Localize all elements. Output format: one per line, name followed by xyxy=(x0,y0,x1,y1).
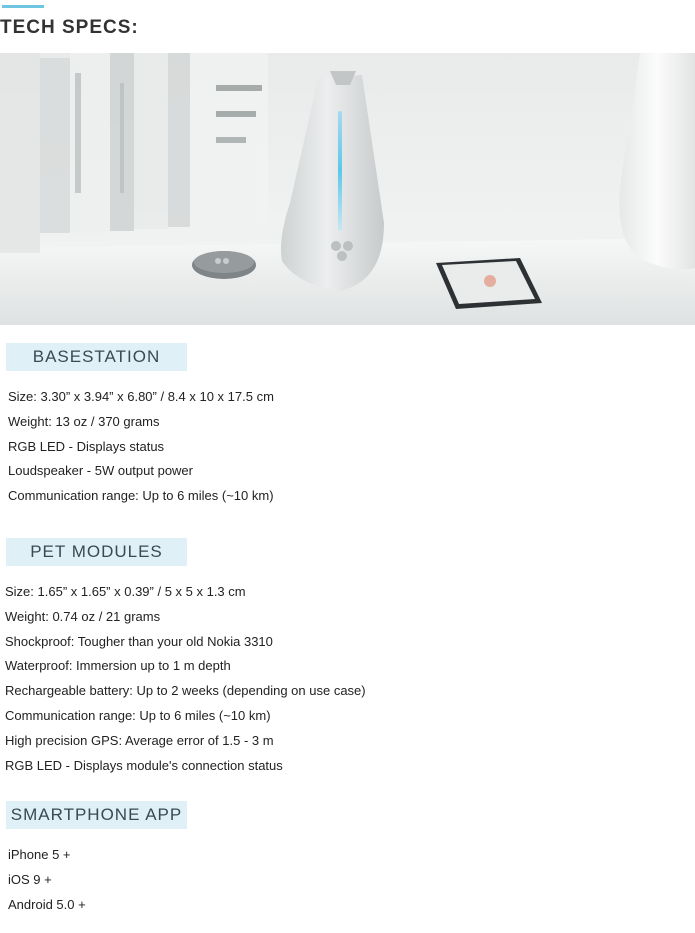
spec-item: High precision GPS: Average error of 1.5 - 3 m xyxy=(5,732,274,748)
spec-item: Shockproof: Tougher than your old Nokia 3310 xyxy=(5,633,273,649)
spec-item: Android 5.0 + xyxy=(8,896,86,912)
spec-item: Communication range: Up to 6 miles (~10 km) xyxy=(5,707,271,723)
spec-item: Size: 1.65” x 1.65” x 0.39” / 5 x 5 x 1.3 cm xyxy=(5,584,246,599)
spec-item: iOS 9 + xyxy=(8,871,52,887)
spec-item: Rechargeable battery: Up to 2 weeks (depending on use case) xyxy=(5,683,366,699)
spec-item: iPhone 5 + xyxy=(8,847,71,862)
spec-item: Waterproof: Immersion up to 1 m depth xyxy=(5,658,231,674)
spec-item: RGB LED - Displays module's connection status xyxy=(5,757,283,773)
spec-item: Communication range: Up to 6 miles (~10 km) xyxy=(8,488,274,504)
spec-item: Weight: 13 oz / 370 grams xyxy=(8,413,160,429)
page-title: TECH SPECS: xyxy=(0,17,139,38)
section-label-basestation: BASESTATION xyxy=(6,343,187,371)
basestation-spec-list xyxy=(8,385,274,509)
spec-item: RGB LED - Displays status xyxy=(8,438,165,454)
spec-item: Weight: 0.74 oz / 21 grams xyxy=(5,608,161,624)
pet-modules-spec-list xyxy=(5,580,366,778)
spec-item: Loudspeaker - 5W output power xyxy=(8,463,193,479)
section-label-pet-modules: PET MODULES xyxy=(6,538,187,566)
smartphone-app-spec-list xyxy=(8,843,86,917)
spec-item: Size: 3.30” x 3.94” x 6.80” / 8.4 x 10 x 17.5 cm xyxy=(8,389,274,404)
product-photo xyxy=(0,53,695,325)
section-label-smartphone-app: SMARTPHONE APP xyxy=(6,801,187,829)
title-accent-line xyxy=(2,5,44,8)
